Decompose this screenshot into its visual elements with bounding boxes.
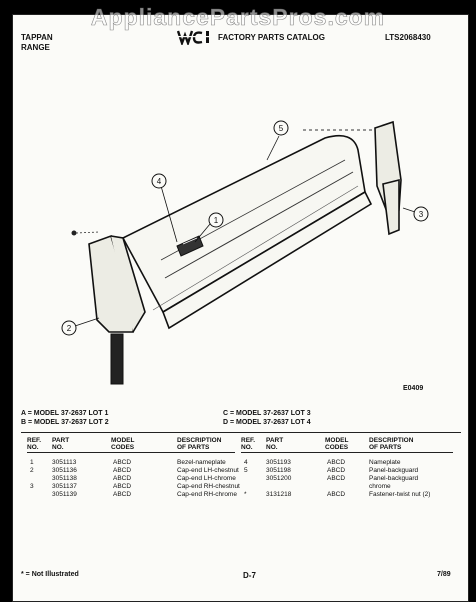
col-desc-header: DESCRIPTION OF PARTS: [369, 437, 414, 451]
parts-table-left: [27, 437, 240, 547]
callout-4: 4: [156, 177, 162, 186]
callout-2: 2: [66, 324, 72, 333]
callout-3: 3: [418, 210, 424, 219]
model-c: C = MODEL 37-2637 LOT 3: [223, 410, 311, 417]
col-part-header: PART NO.: [266, 437, 284, 451]
description-cell: Bezel-nameplate: [177, 459, 226, 466]
document-number: LTS2068430: [385, 33, 431, 42]
part-number-cell: 3131218: [266, 491, 292, 498]
ref-cell: 2: [30, 467, 34, 474]
model-b: B = MODEL 37-2637 LOT 2: [21, 419, 109, 426]
description-cell: chrome: [369, 483, 391, 490]
description-cell: Nameplate: [369, 459, 401, 466]
part-number-cell: 3051193: [266, 459, 291, 466]
description-cell: Cap-end LH-chestnut: [177, 467, 239, 474]
model-d: D = MODEL 37-2637 LOT 4: [223, 419, 311, 426]
part-number-cell: 3051113: [52, 459, 77, 466]
model-codes-cell: ABCD: [113, 467, 132, 474]
page-number: D-7: [243, 571, 256, 580]
wci-logo-icon: [177, 29, 215, 45]
description-cell: Cap-end RH-chrome: [177, 491, 237, 498]
ref-cell: 3: [30, 483, 34, 490]
parts-table-right: [241, 437, 461, 547]
model-codes-cell: ABCD: [327, 491, 346, 498]
callout-1: 1: [213, 216, 219, 225]
exploded-parts-diagram: [53, 100, 443, 390]
left-mounting-bracket: [111, 334, 123, 384]
model-codes-cell: ABCD: [113, 475, 132, 482]
ref-cell: 4: [244, 459, 248, 466]
col-codes-header: MODEL CODES: [325, 437, 349, 451]
part-number-cell: 3051200: [266, 475, 292, 482]
model-codes-cell: ABCD: [113, 491, 132, 498]
catalog-title: FACTORY PARTS CATALOG: [218, 33, 325, 42]
ref-cell: 5: [244, 467, 248, 474]
part-number-cell: 3051138: [52, 475, 77, 482]
description-cell: Cap-end RH-chestnut: [177, 483, 240, 490]
model-codes-cell: ABCD: [327, 467, 346, 474]
part-number-cell: 3051137: [52, 483, 77, 490]
catalog-date: 7/89: [437, 571, 451, 578]
brand-line-1: TAPPAN: [21, 33, 53, 42]
not-illustrated-note: * = Not Illustrated: [21, 571, 79, 578]
col-ref-header: REF. NO.: [241, 437, 256, 451]
model-codes-cell: ABCD: [113, 459, 132, 466]
twist-fastener: [72, 231, 77, 236]
callout-5: 5: [278, 124, 284, 133]
figure-id: E0409: [403, 385, 424, 392]
part-number-cell: 3051198: [266, 467, 291, 474]
brand-line-2: RANGE: [21, 43, 50, 52]
model-a: A = MODEL 37-2637 LOT 1: [21, 410, 109, 417]
model-codes-cell: ABCD: [327, 459, 346, 466]
col-desc-header: DESCRIPTION OF PARTS: [177, 437, 222, 451]
parts-catalog-page: [12, 14, 469, 602]
ref-cell: 1: [30, 459, 34, 466]
watermark: AppliancePartsPros.com: [90, 4, 386, 30]
model-codes-cell: ABCD: [113, 483, 132, 490]
part-number-cell: 3051136: [52, 467, 77, 474]
description-cell: Cap-end LH-chrome: [177, 475, 236, 482]
table-top-rule: [21, 432, 461, 433]
ref-cell: *: [244, 491, 247, 498]
part-number-cell: 3051139: [52, 491, 77, 498]
description-cell: Fastener-twist nut (2): [369, 491, 431, 498]
col-ref-header: REF. NO.: [27, 437, 42, 451]
right-end-cap: [375, 122, 401, 234]
model-codes-cell: ABCD: [327, 475, 346, 482]
description-cell: Panel-backguard: [369, 467, 419, 474]
brand-label: [21, 33, 53, 53]
description-cell: Panel-backguard: [369, 475, 419, 482]
col-codes-header: MODEL CODES: [111, 437, 135, 451]
col-part-header: PART NO.: [52, 437, 70, 451]
